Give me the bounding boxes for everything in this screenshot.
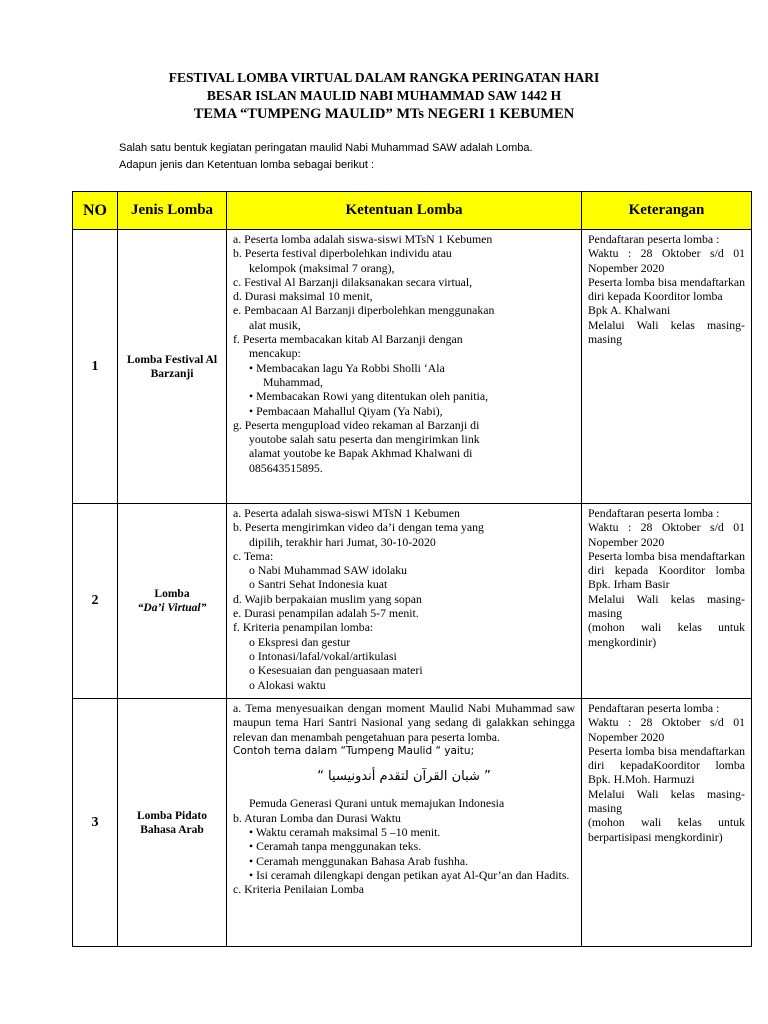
- rule-bullet: • Membacakan lagu Ya Robbi Sholli ‘Ala: [249, 360, 445, 375]
- info-line: Pendaftaran peserta lomba :: [588, 701, 720, 715]
- rule-line: e. Durasi penampilan adalah 5-7 menit.: [233, 606, 419, 621]
- rule-line: a. Peserta adalah siswa-siswi MTsN 1 Kebumen: [233, 506, 460, 520]
- rule-bullet: • Membacakan Rowi yang ditentukan oleh panitia,: [249, 389, 489, 404]
- header-jenis: Jenis Lomba: [118, 192, 227, 230]
- row-ketentuan: [227, 699, 582, 947]
- rule-bullet: o Nabi Muhammad SAW idolaku: [249, 563, 408, 578]
- row-jenis: Lomba Pidato Bahasa Arab: [118, 699, 227, 947]
- rule-line: mencakup:: [249, 346, 301, 361]
- info-line: Waktu : 28 Oktober s/d 01 Nopember 2020: [588, 520, 745, 549]
- competition-table: [72, 191, 752, 947]
- rule-line: Contoh tema dalam “Tumpeng Maulid “ yaitu;: [233, 744, 475, 757]
- table-row: [73, 504, 752, 699]
- info-line: (mohon wali kelas untuk berpartisipasi mengkordinir): [588, 815, 745, 844]
- info-line: Peserta lomba bisa mendaftarkan diri kepada Koorditor lomba Bpk. Irham Basir: [588, 548, 745, 592]
- info-line: Pendaftaran peserta lomba :: [588, 506, 720, 520]
- jenis-line: “Da’i Virtual”: [137, 602, 207, 614]
- rule-bullet: • Waktu ceramah maksimal 5 –10 menit.: [249, 825, 441, 840]
- header-keterangan: Keterangan: [582, 192, 752, 230]
- rule-line: g. Peserta mengupload video rekaman al Barzanji di: [233, 417, 480, 432]
- info-line: Waktu : 28 Oktober s/d 01 Nopember 2020: [588, 715, 745, 744]
- info-line: Melalui Wali kelas masing-masing: [588, 591, 745, 621]
- rule-line: d. Durasi maksimal 10 menit,: [233, 289, 373, 304]
- document-title-line2: BESAR ISLAN MAULID NABI MUHAMMAD SAW 1442 H: [206, 88, 562, 103]
- row-jenis: Lomba Festival Al Barzanji: [118, 230, 227, 504]
- rule-line: b. Peserta festival diperbolehkan individu atau: [233, 246, 452, 261]
- header-ketentuan: Ketentuan Lomba: [227, 192, 582, 230]
- table-row: [73, 230, 752, 504]
- row-number: 3: [73, 699, 118, 947]
- rule-line: youtobe salah satu peserta dan mengirimkan link: [249, 432, 480, 447]
- rule-line: f. Peserta membacakan kitab Al Barzanji dengan: [233, 332, 463, 347]
- rule-line: c. Festival Al Barzanji dilaksanakan secara virtual,: [233, 274, 473, 289]
- rule-line: kelompok (maksimal 7 orang),: [249, 260, 395, 275]
- rule-line: d. Wajib berpakaian muslim yang sopan: [233, 591, 422, 606]
- document-title-line3: TEMA “TUMPENG MAULID” MTs NEGERI 1 KEBUMEN: [193, 106, 575, 122]
- rule-line: 085643515895.: [249, 460, 323, 475]
- rule-bullet: • Ceramah menggunakan Bahasa Arab fushha.: [249, 853, 469, 868]
- row-ketentuan: [227, 504, 582, 699]
- row-number: 2: [73, 504, 118, 699]
- intro-line1: Salah satu bentuk kegiatan peringatan maulid Nabi Muhammad SAW adalah Lomba.: [119, 142, 533, 154]
- rule-line: Muhammad,: [263, 374, 323, 389]
- rule-line: e. Pembacaan Al Barzanji diperbolehkan menggunakan: [233, 303, 495, 318]
- info-line: Peserta lomba bisa mendaftarkan diri kepada Koorditor lomba: [588, 274, 745, 304]
- row-keterangan: [582, 699, 752, 947]
- info-line: Peserta lomba bisa mendaftarkan diri kepadaKoorditor lomba Bpk. H.Moh. Harmuzi: [588, 743, 745, 787]
- row-keterangan: [582, 504, 752, 699]
- info-line: Melalui Wali kelas masing-masing: [588, 317, 745, 347]
- info-line: Bpk A. Khalwani: [588, 303, 671, 318]
- rule-bullet: o Santri Sehat Indonesia kuat: [249, 577, 388, 592]
- row-ketentuan: [227, 230, 582, 504]
- rule-line: Pemuda Generasi Qurani untuk memajukan Indonesia: [249, 796, 505, 811]
- info-line: Waktu : 28 Oktober s/d 01 Nopember 2020: [588, 246, 745, 275]
- arabic-theme: ” شبان القرآن لتقدم أندونيسيا “: [317, 769, 491, 785]
- rule-line: f. Kriteria penampilan lomba:: [233, 620, 374, 635]
- rule-bullet: o Kesesuaian dan penguasaan materi: [249, 663, 423, 678]
- rule-line: c. Kriteria Penilaian Lomba: [233, 882, 365, 897]
- header-no: NO: [73, 192, 118, 230]
- rule-line: dipilih, terakhir hari Jumat, 30-10-2020: [249, 534, 436, 549]
- table-header-row: [73, 192, 752, 230]
- intro-line2: Adapun jenis dan Ketentuan lomba sebagai berikut :: [119, 159, 375, 171]
- rule-line: b. Aturan Lomba dan Durasi Waktu: [233, 810, 401, 825]
- rule-line: c. Tema:: [233, 548, 274, 563]
- info-line: Melalui Wali kelas masing-masing: [588, 786, 745, 816]
- row-jenis: [118, 504, 227, 699]
- rule-bullet: • Ceramah tanpa menggunakan teks.: [249, 839, 422, 854]
- rule-bullet: o Alokasi waktu: [249, 677, 326, 692]
- jenis-line: Lomba: [154, 588, 190, 600]
- row-keterangan: [582, 230, 752, 504]
- rule-bullet: • Isi ceramah dilengkapi dengan petikan ayat Al-Qur’an dan Hadits.: [249, 867, 570, 882]
- rule-line: b. Peserta mengirimkan video da’i dengan tema yang: [233, 520, 484, 535]
- rule-bullet: o Intonasi/lafal/vokal/artikulasi: [249, 648, 397, 663]
- rule-line: alamat youtobe ke Bapak Akhmad Khalwani di: [249, 446, 473, 461]
- row-number: 1: [73, 230, 118, 504]
- rule-line: alat musik,: [249, 317, 301, 332]
- rule-line: a. Tema menyesuaikan dengan moment Maulid Nabi Muhammad saw maupun tema Hari Santri Nasional yang sedang di galakkan sehingga relevan dan menambah pengetahuan para peserta lomba.: [233, 701, 575, 744]
- info-line: Pendaftaran peserta lomba :: [588, 232, 720, 246]
- info-line: (mohon wali kelas untuk mengkordinir): [588, 620, 745, 649]
- rule-bullet: o Ekspresi dan gestur: [249, 634, 351, 649]
- rule-bullet: • Pembacaan Mahallul Qiyam (Ya Nabi),: [249, 403, 443, 418]
- table-row: [73, 699, 752, 947]
- rule-line: a. Peserta lomba adalah siswa-siswi MTsN 1 Kebumen: [233, 232, 493, 246]
- document-title-line1: FESTIVAL LOMBA VIRTUAL DALAM RANGKA PERINGATAN HARI: [168, 70, 600, 85]
